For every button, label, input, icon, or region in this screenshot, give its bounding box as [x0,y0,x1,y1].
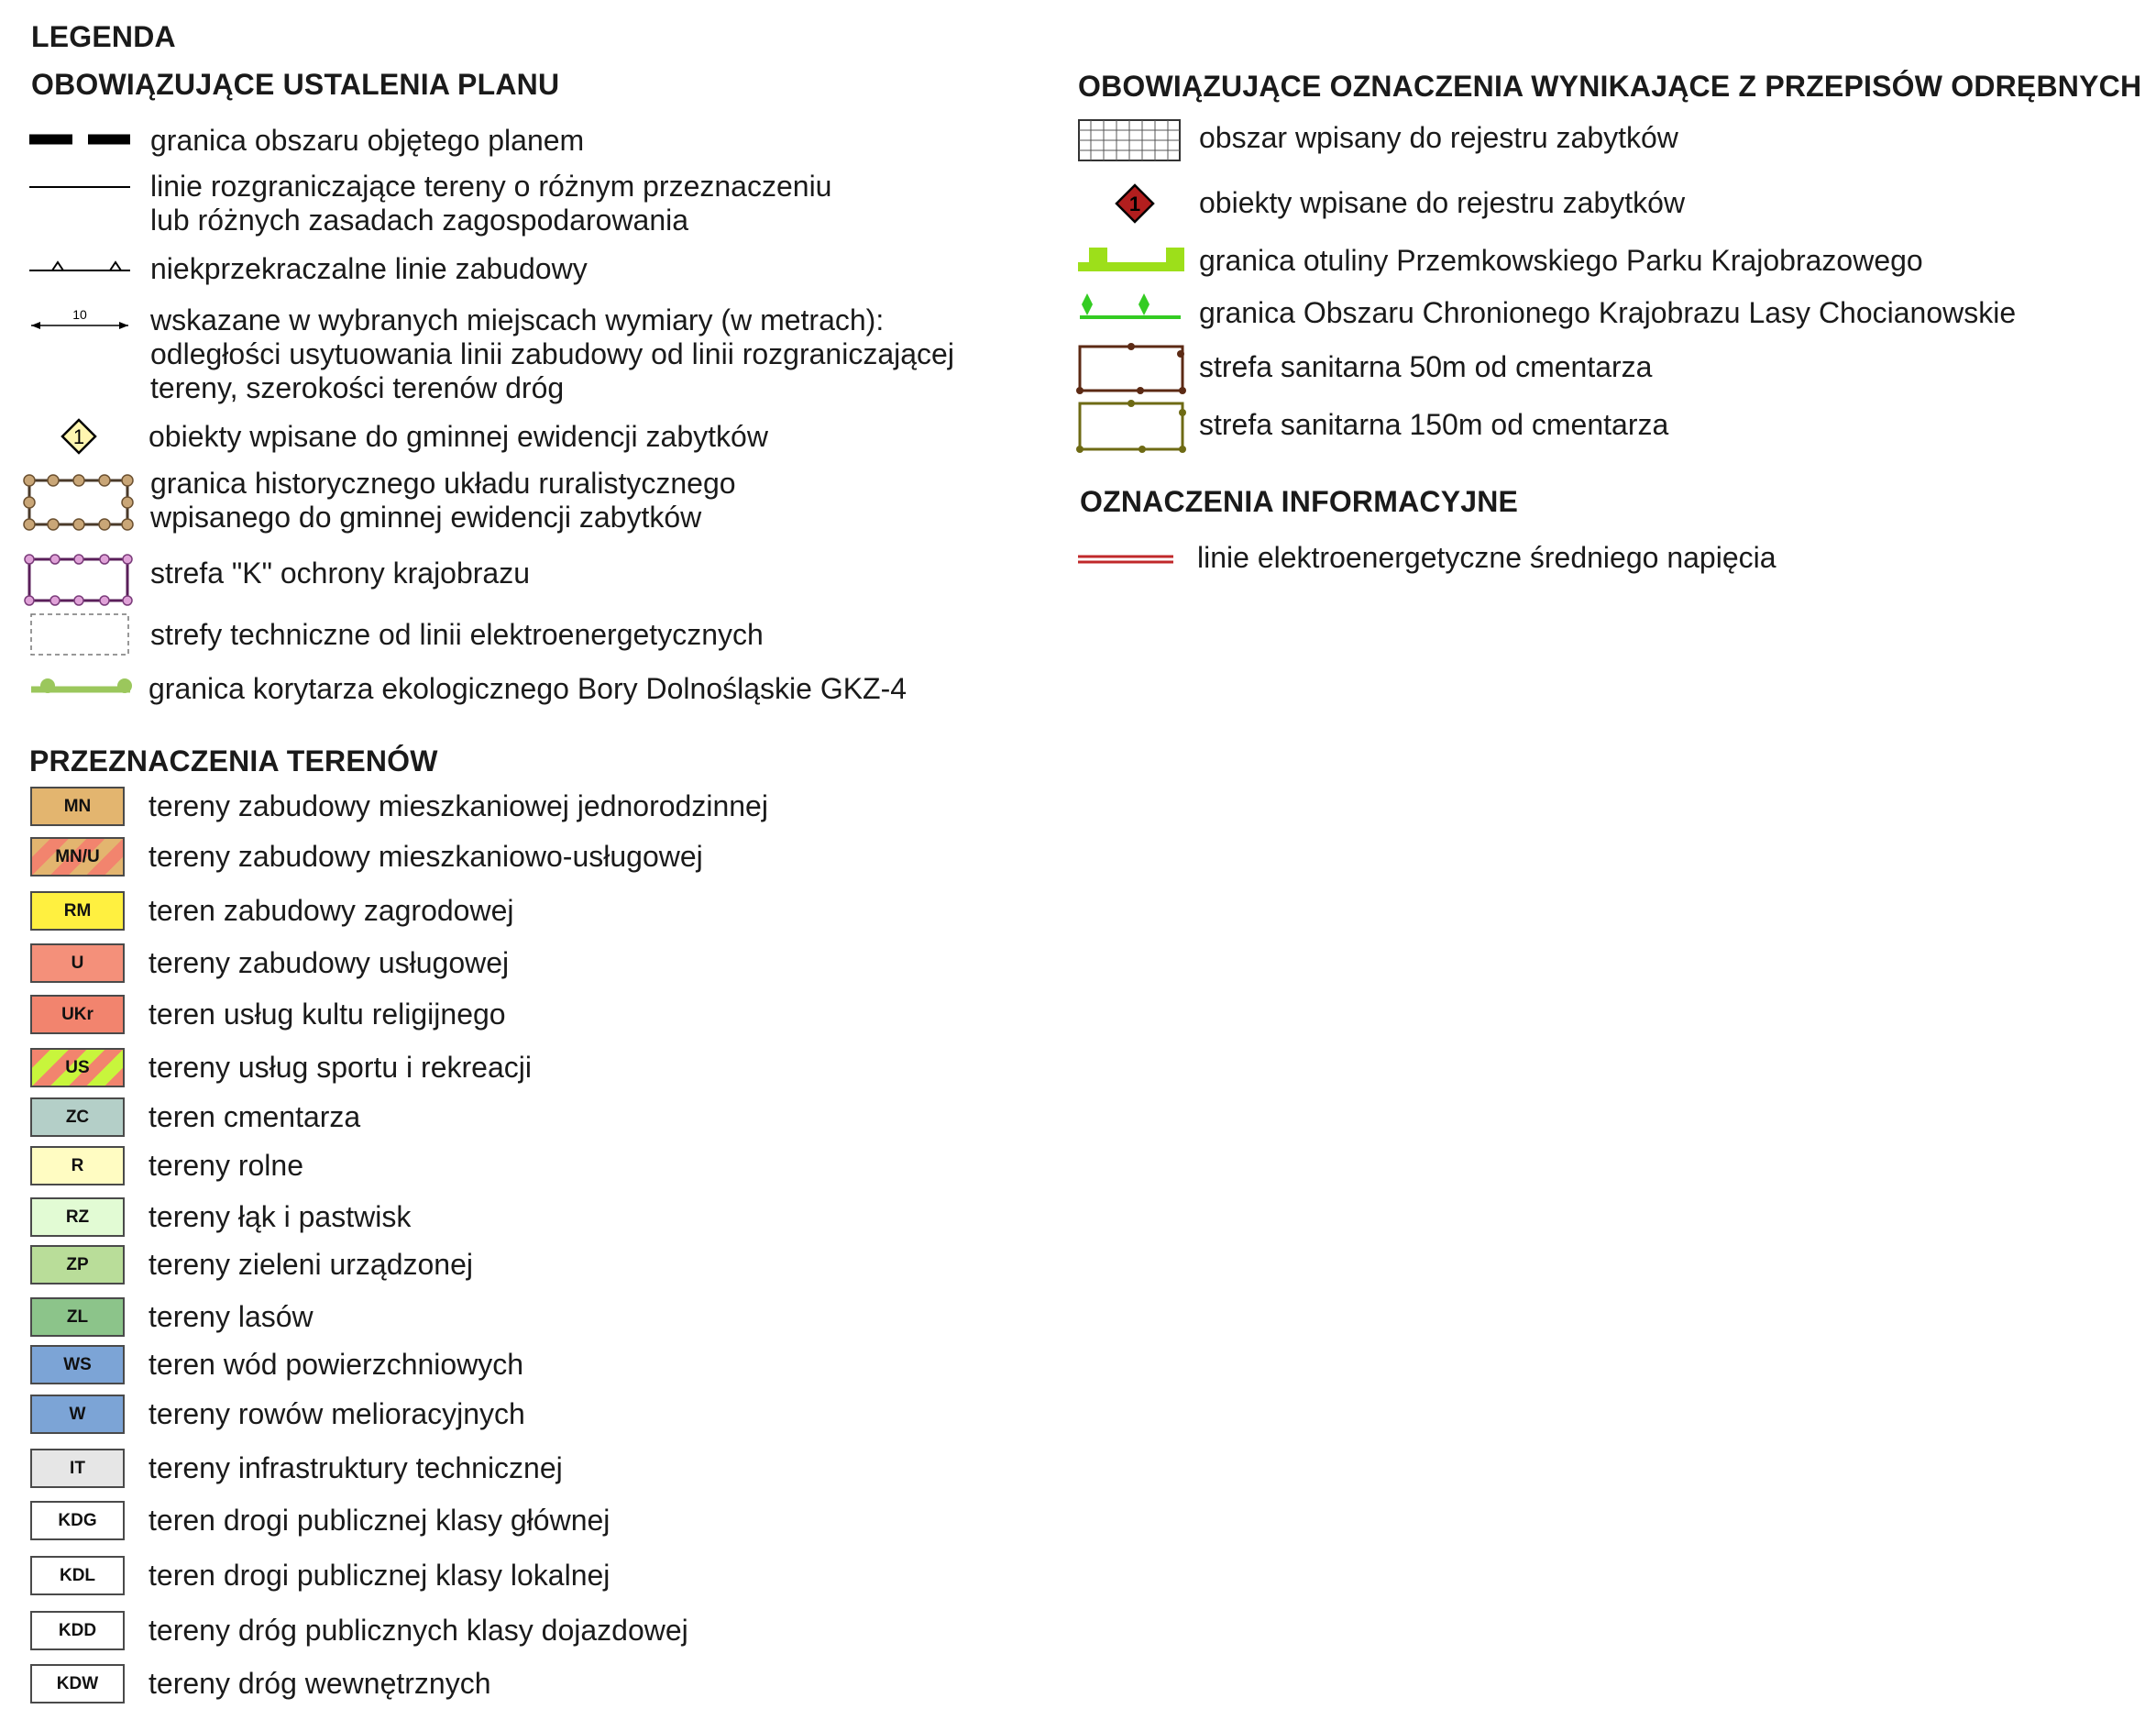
land-use-label: tereny dróg publicznych klasy dojazdowej [148,1614,688,1647]
municipal-monument-marker-icon [60,418,97,455]
legend-item-registered-monuments: obiekty wpisane do rejestru zabytków [1199,186,1686,219]
land-use-swatch-w [30,1395,125,1434]
registered-area-grid-symbol [1078,119,1182,163]
legend-item-protected-landscape: granica Obszaru Chronionego Krajobrazu Lasy Chocianowskie [1199,296,2017,329]
land-use-label: teren wód powierzchniowych [148,1348,524,1381]
land-use-code: ZL [66,1307,89,1327]
land-use-label: teren drogi publicznej klasy głównej [148,1504,610,1537]
land-use-swatch-u [30,943,125,983]
land-use-label: tereny zabudowy usługowej [148,946,510,979]
registered-monument-marker-label: 1 [1128,193,1141,215]
land-use-code: MN [63,796,92,816]
land-use-section-heading: PRZEZNACZENIA TERENÓW [29,744,438,777]
legend-item-ecological-corridor: granica korytarza ekologicznego Bory Dolnośląskie GKZ-4 [148,672,908,705]
park-buffer-boundary-symbol [1076,244,1188,275]
sanitary-zone-50m-symbol [1076,343,1188,396]
land-use-swatch-ukr [30,995,125,1034]
info-section-heading: OZNACZENIA INFORMACYJNE [1080,485,1519,518]
land-use-label: tereny infrastruktury technicznej [148,1451,563,1484]
land-use-code: WS [63,1354,92,1374]
land-use-label: tereny dróg wewnętrznych [148,1667,491,1700]
land-use-label: tereny zieleni urządzonej [148,1248,473,1281]
legend-item-dimensions: wskazane w wybranych miejscach wymiary (w metrach): odległości usytuowania linii zabudowy od linii rozgraniczającej tereny, szerokości terenów dróg [150,303,954,404]
registered-monument-marker-icon [1115,183,1155,224]
land-use-swatch-us [30,1048,125,1087]
legend-title: LEGENDA [31,20,176,53]
land-use-code: KDG [58,1510,97,1530]
land-use-label: teren usług kultu religijnego [148,998,506,1031]
legend-item-historical-layout: granica historycznego układu ruralistycznego wpisanego do gminnej ewidencji zabytków [150,467,736,534]
land-use-swatch-kdg [30,1501,125,1540]
land-use-swatch-mn [30,787,125,826]
land-use-code: MN/U [55,846,100,866]
land-use-code: R [71,1155,84,1175]
land-use-swatch-zp [30,1245,125,1285]
plan-boundary-symbol [29,132,132,147]
land-use-code: ZC [65,1107,90,1127]
legend-item-landscape-zone-k: strefa "K" ochrony krajobrazu [150,557,531,590]
land-use-code: KDW [56,1673,99,1693]
legend-item-power-lines: linie elektroenergetyczne średniego napięcia [1197,541,1776,574]
land-use-label: tereny lasów [148,1300,314,1333]
land-use-label: tereny zabudowy mieszkaniowo-usługowej [148,840,703,873]
dimension-label: 10 [72,307,87,322]
land-use-swatch-zl [30,1297,125,1337]
land-use-code: ZP [66,1254,89,1274]
technical-zone-symbol [29,612,132,658]
land-use-label: tereny zabudowy mieszkaniowej jednorodzinnej [148,789,768,822]
historical-layout-boundary-symbol [22,473,136,532]
land-use-label: teren zabudowy zagrodowej [148,894,514,927]
land-use-swatch-rz [30,1197,125,1237]
land-use-swatch-kdd [30,1611,125,1650]
land-use-code: U [71,953,84,973]
land-use-code: UKr [61,1004,94,1024]
land-use-code: KDL [59,1565,96,1585]
land-use-swatch-it [30,1449,125,1488]
land-use-label: tereny rolne [148,1149,303,1182]
building-line-symbol [29,257,132,273]
landscape-zone-k-symbol [22,552,136,609]
legend-item-technical-zones: strefy techniczne od linii elektroenergetycznych [150,618,764,651]
legend-item-park-buffer: granica otuliny Przemkowskiego Parku Krajobrazowego [1199,244,1923,277]
land-use-swatch-kdw [30,1664,125,1703]
legend-item-demarcation-lines: linie rozgraniczające tereny o różnym przeznaczeniu lub różnych zasadach zagospodarowania [150,170,832,237]
ecological-corridor-symbol [28,677,136,699]
land-use-code: W [69,1404,86,1424]
land-use-code: IT [70,1458,85,1478]
land-use-code: RZ [65,1207,90,1227]
land-use-code: KDD [58,1620,97,1640]
plan-section-heading: OBOWIĄZUJĄCE USTALENIA PLANU [31,68,560,101]
land-use-swatch-rm [30,891,125,931]
power-line-symbol [1078,554,1175,565]
land-use-label: teren drogi publicznej klasy lokalnej [148,1559,610,1592]
land-use-swatch-r [30,1146,125,1185]
land-use-swatch-zc [30,1097,125,1137]
sanitary-zone-150m-symbol [1076,400,1188,455]
land-use-swatch-kdl [30,1556,125,1595]
land-use-label: tereny rowów melioracyjnych [148,1397,525,1430]
legend-item-sanitary-zone-150m: strefa sanitarna 150m od cmentarza [1199,408,1669,441]
legend-item-sanitary-zone-50m: strefa sanitarna 50m od cmentarza [1199,350,1653,383]
legend-item-building-lines: niekprzekraczalne linie zabudowy [150,252,588,285]
municipal-monument-marker-label: 1 [72,425,85,448]
legend-item-registered-area: obszar wpisany do rejestru zabytków [1199,121,1678,154]
land-use-label: tereny łąk i pastwisk [148,1200,412,1233]
land-use-swatch-ws [30,1345,125,1384]
land-use-code: US [65,1057,90,1077]
protected-landscape-boundary-symbol [1078,292,1184,323]
land-use-code: RM [63,900,92,921]
legend-item-plan-boundary: granica obszaru objętego planem [150,124,585,157]
legend-item-municipal-monuments: obiekty wpisane do gminnej ewidencji zabytków [148,420,768,453]
separate-regulations-heading: OBOWIĄZUJĄCE OZNACZENIA WYNIKAJĄCE Z PRZEPISÓW ODRĘBNYCH [1078,70,2142,103]
demarcation-line-symbol [29,183,132,191]
land-use-swatch-mn-u [30,837,125,877]
land-use-label: tereny usług sportu i rekreacji [148,1051,532,1084]
dimension-arrow-symbol [29,306,132,334]
land-use-label: teren cmentarza [148,1100,361,1133]
